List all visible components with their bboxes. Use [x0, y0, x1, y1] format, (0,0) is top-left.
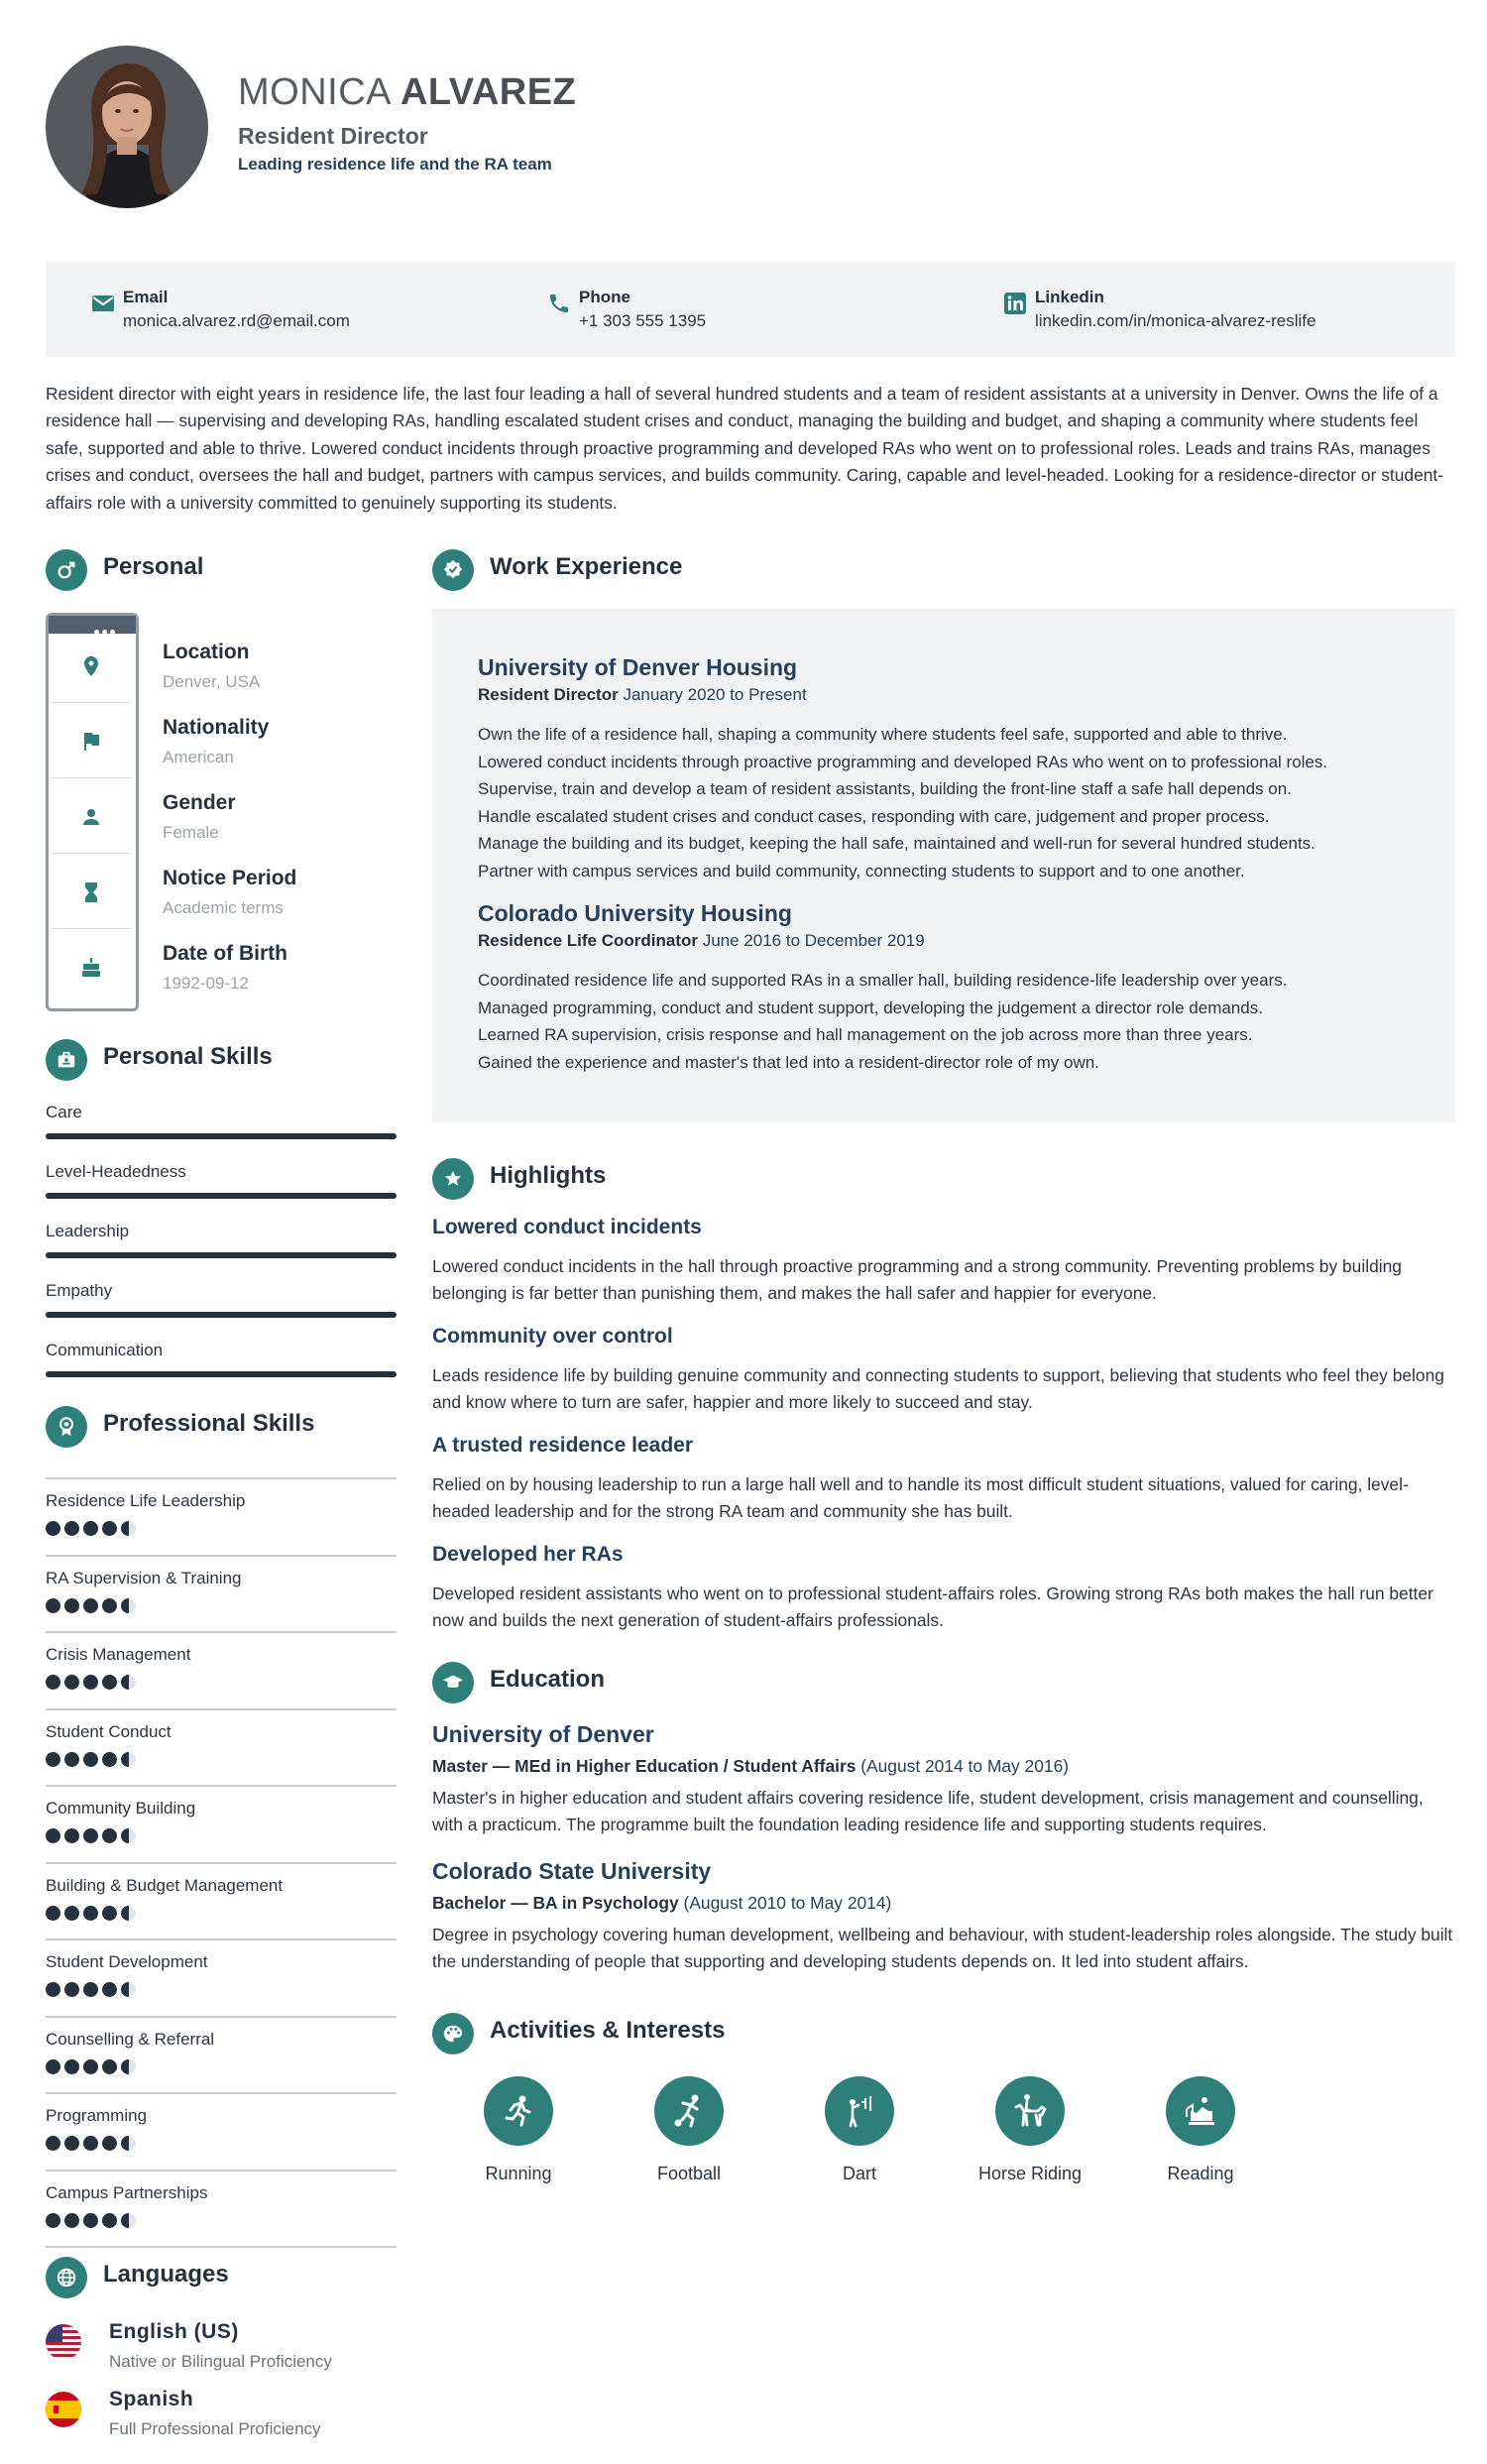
- personal-skill-leadership: [46, 1222, 397, 1241]
- rating-dot: [64, 1828, 79, 1843]
- professional-skill-label: RA Supervision & Training: [46, 1568, 242, 1587]
- activity-label: Running: [485, 2164, 552, 2183]
- personal-heading: Personal: [103, 553, 204, 580]
- professional-skill-label: Building & Budget Management: [46, 1875, 284, 1895]
- location-value: Denver, USA: [163, 672, 261, 691]
- personal-nationality: [163, 716, 269, 767]
- job-line: Lowered conduct incidents through proactive programming and developed RAs who went on to professional roles.: [478, 752, 1328, 771]
- education-degree: Master — MEd in Higher Education / Student Affairs: [432, 1756, 857, 1776]
- skill-bar: [46, 1371, 397, 1377]
- job-title: Residence Life Coordinator: [478, 931, 698, 950]
- rating-dot: [121, 1675, 136, 1690]
- work-experience-heading: Work Experience: [490, 553, 683, 580]
- first-name: MONICA: [238, 71, 390, 113]
- rating-dot: [46, 1982, 60, 1997]
- personal-skill-label: Level-Headedness: [46, 1162, 186, 1181]
- dob-value: 1992-09-12: [163, 974, 249, 993]
- highlights-heading: Highlights: [490, 1162, 607, 1189]
- rating-dot: [83, 1598, 98, 1613]
- rating-dot: [83, 1828, 98, 1843]
- notice-period-label: Notice Period: [163, 867, 297, 889]
- horse-riding-icon: [995, 2076, 1065, 2146]
- gender-value: Female: [163, 823, 219, 842]
- linkedin-icon: [1003, 292, 1027, 315]
- skill-bar: [46, 1312, 397, 1318]
- rating-dot: [46, 2213, 60, 2228]
- activity-label: Reading: [1167, 2164, 1234, 2183]
- highlight-item: [432, 1543, 1455, 1635]
- rating-dot: [121, 1598, 136, 1613]
- highlights-icon: [432, 1158, 474, 1200]
- rating-dot: [83, 1906, 98, 1921]
- job-line: Gained the experience and master's that led into a resident-director role of my own.: [478, 1052, 1099, 1072]
- skill-divider: [46, 1862, 397, 1864]
- personal-skill-label: Leadership: [46, 1222, 130, 1240]
- rating-dot: [64, 1982, 79, 1997]
- language-level: Native or Bilingual Proficiency: [109, 2352, 332, 2371]
- skill-divider: [46, 2170, 397, 2171]
- summary-paragraph: Resident director with eight years in residence life, the last four leading a hall of several hundred students and a team of resident assistants at a university in Denver. Owns the life of a residence hall — supervising and developing RAs, handling escalated student crises and conduct, managing the building and budget, and shaping a community where students feel safe, supported and able to thrive. Lowered conduct incidents through proactive programming and developed RAs who went on to professional roles. Leads and trains RAs, manages crises and conduct, oversees the hall and budget, partners with campus services, and builds community. Caring, capable and level-headed. Looking for a residence-director or student-affairs role with a university committed to genuinely supporting its students.: [46, 384, 1444, 513]
- rating-dot: [64, 2059, 79, 2074]
- professional-skills-icon: [46, 1406, 87, 1448]
- rating-dot: [46, 1752, 60, 1767]
- education-school: University of Denver: [432, 1721, 654, 1747]
- job-organization: Colorado University Housing: [478, 900, 792, 926]
- rating-dot: [83, 1752, 98, 1767]
- skill-divider: [46, 1785, 397, 1787]
- personal-cell-notice: [52, 857, 131, 929]
- highlight-text: Leads residence life by building genuine community and connecting students to support, believing that students who feel they belong and know where to turn are safer, happier and more likely to succeed and stay.: [432, 1365, 1444, 1413]
- rating-dot: [83, 1982, 98, 1997]
- job-line: Partner with campus services and build community, connecting students to support and to one another.: [478, 861, 1245, 880]
- personal-notice-period: [163, 867, 296, 918]
- education-degree-line: [432, 1756, 1455, 1777]
- skill-bar: [46, 1252, 397, 1258]
- work-experience-icon: [432, 549, 474, 591]
- skill-bar-fill: [46, 1312, 397, 1318]
- skill-bar-fill: [46, 1133, 397, 1139]
- last-name: ALVAREZ: [400, 71, 577, 113]
- education-degree: Bachelor — BA in Psychology: [432, 1893, 679, 1913]
- skill-bar: [46, 1133, 397, 1139]
- language-name: Spanish: [109, 2388, 194, 2410]
- job-entry: [478, 654, 1430, 885]
- location-label: Location: [163, 641, 250, 663]
- skill-divider: [46, 1708, 397, 1710]
- personal-skill-communication: [46, 1341, 397, 1360]
- rating-dot: [64, 1752, 79, 1767]
- highlight-title: Community over control: [432, 1325, 673, 1348]
- cake-icon: [79, 956, 103, 980]
- education-heading: Education: [490, 1666, 606, 1693]
- language-name: English (US): [109, 2320, 239, 2343]
- highlight-item: [432, 1434, 1455, 1526]
- personal-skills-heading: Personal Skills: [103, 1043, 273, 1070]
- rating-dot: [46, 1598, 60, 1613]
- email-label: Email: [123, 288, 169, 306]
- personal-skill-level-headedness: [46, 1162, 397, 1182]
- highlight-text: Lowered conduct incidents in the hall through proactive programming and a strong community. Preventing problems by building belonging is far better than punishing them, and makes the hall safer and happier for everyone.: [432, 1256, 1402, 1304]
- job-title: Resident Director: [478, 685, 619, 704]
- work-experience-panel: [432, 609, 1455, 1122]
- skill-divider: [46, 1555, 397, 1557]
- activity-label: Horse Riding: [977, 2164, 1083, 2183]
- rating-dot: [46, 2059, 60, 2074]
- rating-dot: [121, 2059, 136, 2074]
- education-dates: (August 2014 to May 2016): [860, 1756, 1070, 1776]
- personal-cell-gender: [52, 781, 131, 854]
- activity-horse-riding: [961, 2076, 1099, 2184]
- skill-divider: [46, 2092, 397, 2094]
- us-flag-icon: [46, 2324, 81, 2360]
- education-school: Colorado State University: [432, 1858, 712, 1884]
- job-line: Own the life of a residence hall, shaping a community where students feel safe, supported and able to thrive.: [478, 725, 1288, 744]
- education-entry: [432, 1858, 1455, 1976]
- language-level: Full Professional Proficiency: [109, 2419, 321, 2438]
- rating-dot: [102, 1828, 117, 1843]
- hourglass-icon: [79, 880, 103, 904]
- highlight-title: Developed her RAs: [432, 1543, 624, 1566]
- personal-dob: [163, 942, 287, 994]
- professional-skill-label: Counselling & Referral: [46, 2029, 215, 2049]
- rating-dot: [46, 1828, 60, 1843]
- languages-heading: Languages: [103, 2261, 229, 2288]
- reading-icon: [1166, 2076, 1235, 2146]
- professional-skill-label: Student Development: [46, 1952, 208, 1971]
- rating-dot: [64, 1906, 79, 1921]
- personal-gender: [163, 791, 236, 843]
- job-line: Supervise, train and develop a team of resident assistants, building the front-line staff a safe hall depends on.: [478, 779, 1292, 799]
- linkedin-label: Linkedin: [1035, 288, 1104, 306]
- education-description: Master's in higher education and student affairs covering residence life, student development, crisis management and counselling, with a practicum. The programme built the foundation leading residence life and supporting students requires.: [432, 1788, 1424, 1835]
- job-line: Learned RA supervision, crisis response and hall management on the job across more than three years.: [478, 1025, 1253, 1045]
- rating-dot: [102, 2213, 117, 2228]
- person-icon: [79, 805, 103, 829]
- skill-bar-fill: [46, 1252, 397, 1258]
- highlight-title: A trusted residence leader: [432, 1434, 693, 1457]
- job-line: Manage the building and its budget, keeping the hall safe, maintained and well-run for several hundred students.: [478, 834, 1315, 854]
- professional-skills-heading: Professional Skills: [103, 1410, 315, 1437]
- rating-dot: [83, 1675, 98, 1690]
- personal-skill-label: Empathy: [46, 1281, 113, 1300]
- highlight-item: [432, 1216, 1455, 1308]
- email-icon: [91, 292, 115, 315]
- rating-dot: [102, 2136, 117, 2151]
- personal-skill-label: Communication: [46, 1341, 164, 1359]
- activity-reading: [1131, 2076, 1270, 2184]
- location-pin-icon: [79, 654, 103, 678]
- rating-dot: [83, 2136, 98, 2151]
- rating-dot: [121, 1906, 136, 1921]
- highlight-title: Lowered conduct incidents: [432, 1216, 702, 1238]
- rating-dot: [121, 1828, 136, 1843]
- personal-cell-nationality: [52, 706, 131, 778]
- linkedin-value[interactable]: linkedin.com/in/monica-alvarez-reslife: [1035, 311, 1316, 330]
- highlight-text: Relied on by housing leadership to run a large hall well and to handle its most difficult student situations, valued for caring, level-headed leadership and for the strong RA team and community she has built.: [432, 1474, 1409, 1522]
- personal-location: [163, 641, 260, 692]
- rating-dot: [121, 1521, 136, 1536]
- flag-icon: [79, 730, 103, 754]
- job-line: Coordinated residence life and supported RAs in a smaller hall, building residence-life leadership over years.: [478, 971, 1288, 990]
- job-line: Managed programming, conduct and student support, developing the judgement a director role demands.: [478, 997, 1263, 1017]
- tagline: Leading residence life and the RA team: [238, 155, 552, 174]
- highlight-item: [432, 1325, 1455, 1417]
- rating-dot: [102, 1598, 117, 1613]
- rating-dot: [102, 1752, 117, 1767]
- rating-dot: [83, 1521, 98, 1536]
- skill-divider: [46, 2016, 397, 2018]
- activity-football: [620, 2076, 758, 2184]
- spain-flag-icon: [46, 2392, 81, 2427]
- professional-skill-label: Campus Partnerships: [46, 2182, 208, 2202]
- rating-dot: [102, 1521, 117, 1536]
- job-entry: [478, 900, 1430, 1076]
- activities-heading: Activities & Interests: [490, 2017, 726, 2044]
- skill-bar-fill: [46, 1371, 397, 1377]
- activity-label: Dart: [842, 2164, 876, 2183]
- languages-icon: [46, 2257, 87, 2298]
- professional-skill-label: Student Conduct: [46, 1721, 172, 1741]
- gender-label: Gender: [163, 791, 236, 814]
- professional-skill-label: Residence Life Leadership: [46, 1491, 246, 1510]
- rating-dot: [83, 2213, 98, 2228]
- phone-value[interactable]: +1 303 555 1395: [579, 311, 707, 330]
- job-line: Handle escalated student crises and conduct cases, responding with care, judgement and proper process.: [478, 806, 1270, 826]
- notice-period-value: Academic terms: [163, 898, 284, 917]
- rating-dot: [102, 1675, 117, 1690]
- job-meta: [478, 685, 1430, 705]
- job-description: [478, 721, 1430, 885]
- rating-dot: [121, 1982, 136, 1997]
- football-icon: [654, 2076, 724, 2146]
- nationality-value: American: [163, 748, 234, 766]
- activities-icon: [432, 2013, 474, 2054]
- phone-label: Phone: [579, 288, 630, 306]
- activity-dart: [790, 2076, 929, 2184]
- personal-skill-label: Care: [46, 1103, 82, 1121]
- rating-dot: [64, 2136, 79, 2151]
- dart-icon: [825, 2076, 894, 2146]
- rating-dot: [46, 1906, 60, 1921]
- skill-divider: [46, 1477, 397, 1479]
- rating-dot: [83, 2059, 98, 2074]
- activity-running: [449, 2076, 588, 2184]
- job-dates: January 2020 to Present: [623, 685, 807, 704]
- professional-skill-label: Community Building: [46, 1799, 196, 1818]
- email-value[interactable]: monica.alvarez.rd@email.com: [123, 311, 350, 330]
- rating-dot: [46, 2136, 60, 2151]
- rating-dot: [64, 1521, 79, 1536]
- skill-divider: [46, 1631, 397, 1633]
- job-meta: [478, 931, 1430, 951]
- education-icon: [432, 1662, 474, 1703]
- activity-label: Football: [656, 2164, 722, 2183]
- nationality-label: Nationality: [163, 716, 270, 739]
- profile-photo: [46, 46, 208, 208]
- personal-cell-location: [52, 631, 131, 703]
- job-dates: June 2016 to December 2019: [702, 931, 925, 950]
- personal-skill-care: [46, 1103, 397, 1122]
- job-title: Resident Director: [238, 123, 428, 149]
- rating-dot: [64, 2213, 79, 2228]
- rating-dot: [64, 1675, 79, 1690]
- rating-dot: [102, 2059, 117, 2074]
- education-degree-line: [432, 1893, 1455, 1914]
- rating-dot: [102, 1982, 117, 1997]
- rating-dot: [46, 1675, 60, 1690]
- dob-label: Date of Birth: [163, 942, 287, 965]
- professional-skill-label: Crisis Management: [46, 1645, 191, 1664]
- phone-icon: [547, 292, 571, 315]
- education-description: Degree in psychology covering human development, wellbeing and behaviour, with student-leadership roles alongside. The study built the understanding of people that supporting and developing students depends on. It led into student affairs.: [432, 1925, 1453, 1972]
- skill-divider: [46, 1938, 397, 1940]
- highlight-text: Developed resident assistants who went on to professional student-affairs roles. Growing strong RAs both makes the hall run better now and builds the next generation of student-affairs professionals.: [432, 1584, 1433, 1631]
- candidate-name: [238, 71, 576, 114]
- rating-dot: [121, 2213, 136, 2228]
- personal-section-icon: [46, 549, 87, 591]
- education-dates: (August 2010 to May 2014): [683, 1893, 892, 1913]
- rating-dot: [121, 2136, 136, 2151]
- contact-bar: [46, 262, 1455, 357]
- running-icon: [484, 2076, 553, 2146]
- skill-bar: [46, 1193, 397, 1199]
- personal-skills-icon: [46, 1039, 87, 1081]
- rating-dot: [121, 1752, 136, 1767]
- professional-skill-label: Programming: [46, 2106, 148, 2125]
- skill-bar-fill: [46, 1193, 397, 1199]
- rating-dot: [46, 1521, 60, 1536]
- rating-dot: [102, 1906, 117, 1921]
- job-organization: University of Denver Housing: [478, 654, 798, 680]
- personal-cell-dob: [52, 932, 131, 1003]
- education-entry: [432, 1721, 1455, 1839]
- job-description: [478, 967, 1430, 1076]
- rating-dot: [64, 1598, 79, 1613]
- personal-skill-empathy: [46, 1281, 397, 1301]
